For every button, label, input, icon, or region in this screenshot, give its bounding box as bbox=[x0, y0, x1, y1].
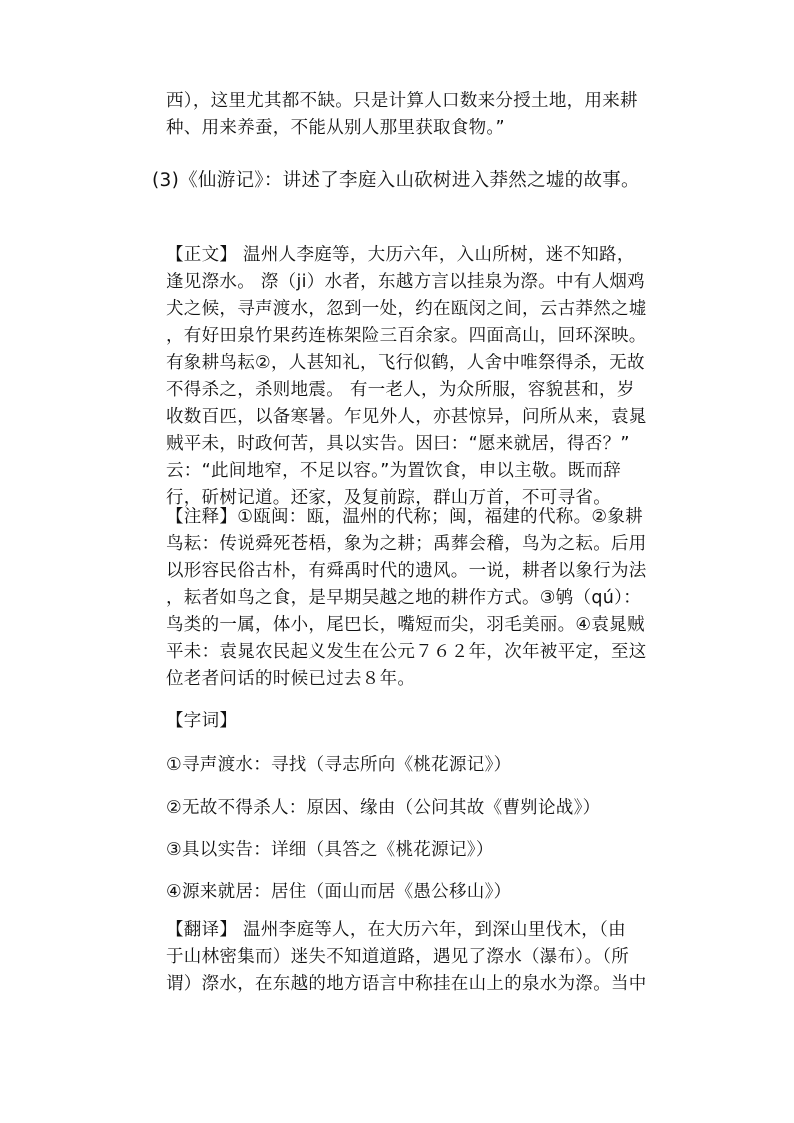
text-line: 种、用来养蚕，不能从别人那里获取食物。” bbox=[166, 118, 505, 138]
original-text-paragraph bbox=[166, 242, 686, 512]
text-line: 以形容民俗古朴，有舜禹时代的遗风。一说，耕者以象行为法 bbox=[166, 561, 647, 581]
vocabulary-item-text: ③具以实告：详细（具答之《桃花源记》） bbox=[166, 840, 494, 860]
text-line: 收数百匹，以备寒暑。乍见外人，亦甚惊异，问所从来，袁晁 bbox=[166, 407, 647, 427]
text-line: 鸟类的一属，体小，尾巴长，嘴短而尖，羽毛美丽。④袁晁贼 bbox=[166, 615, 645, 635]
vocabulary-item bbox=[166, 752, 686, 779]
text-line: 谓）漈水，在东越的地方语言中称挂在山上的泉水为漈。当中 bbox=[166, 974, 647, 994]
text-line: 平未：袁晁农民起义发生在公元７６２年，次年被平定，至这 bbox=[166, 642, 647, 662]
section-heading-text: (3)《仙游记》：讲述了李庭入山砍树进入莽然之墟的故事。 bbox=[152, 170, 640, 191]
text-line: 贼平未，时政何苦，具以实告。因曰：“愿来就居，得否？” bbox=[166, 434, 630, 454]
vocabulary-title-text: 【字词】 bbox=[166, 711, 238, 731]
text-line: 有象耕鸟耘②，人甚知礼，飞行似鹤，人舍中唯祭得杀，无故 bbox=[166, 353, 645, 373]
text-line: 云：“此间地窄，不足以容。”为置饮食，申以主敬。既而辞 bbox=[166, 461, 621, 481]
translation-paragraph bbox=[166, 917, 686, 998]
text-line: 【正文】 温州人李庭等，大历六年，入山所树，迷不知路， bbox=[166, 245, 635, 265]
continued-paragraph bbox=[166, 88, 686, 142]
text-line: 西），这里尤其都不缺。只是计算人口数来分授土地，用来耕 bbox=[166, 91, 638, 111]
vocabulary-item-text: ②无故不得杀人：原因、缘由（公问其故《曹刿论战》） bbox=[166, 798, 601, 818]
text-line: ，耘者如鸟之食，是早期吴越之地的耕作方式。③鸲（qú）： bbox=[166, 588, 642, 608]
section-heading bbox=[152, 167, 640, 194]
text-line: 于山林密集而）迷失不知道道路，遇见了漈水（瀑布）。（所 bbox=[166, 947, 630, 967]
annotation-paragraph bbox=[166, 504, 686, 693]
text-line: 逢见漈水。 漈（ji）水者，东越方言以挂泉为漈。中有人烟鸡 bbox=[166, 272, 645, 292]
vocabulary-item bbox=[166, 879, 686, 906]
text-line: ，有好田泉竹果药连栋架险三百余家。四面高山，回环深映。 bbox=[166, 326, 647, 346]
text-line: 不得杀之，杀则地震。 有一老人，为众所服，容貌甚和，岁 bbox=[166, 380, 635, 400]
text-line: 【注释】①瓯闽：瓯，温州的代称；闽，福建的代称。②象耕 bbox=[166, 507, 643, 527]
text-line: 位老者问话的时候已过去８年。 bbox=[166, 669, 416, 689]
vocabulary-item bbox=[166, 795, 686, 822]
vocabulary-item-text: ①寻声渡水：寻找（寻志所向《桃花源记》） bbox=[166, 755, 512, 775]
text-line: 鸟耘：传说舜死苍梧，象为之耕；禹葬会稽，鸟为之耘。后用 bbox=[166, 534, 647, 554]
text-line: 【翻译】 温州李庭等人，在大历六年，到深山里伐木，（由 bbox=[166, 920, 626, 940]
vocabulary-item-text: ④源来就居：居住（面山而居《愚公移山》） bbox=[166, 882, 512, 902]
text-line: 犬之候，寻声渡水，忽到一处，约在瓯闵之间，云古莽然之墟 bbox=[166, 299, 647, 319]
vocabulary-title bbox=[166, 708, 686, 735]
vocabulary-item bbox=[166, 837, 686, 864]
text-line: 行，斫树记道。还家，及复前踪，群山万首，不可寻省。 bbox=[166, 488, 611, 508]
